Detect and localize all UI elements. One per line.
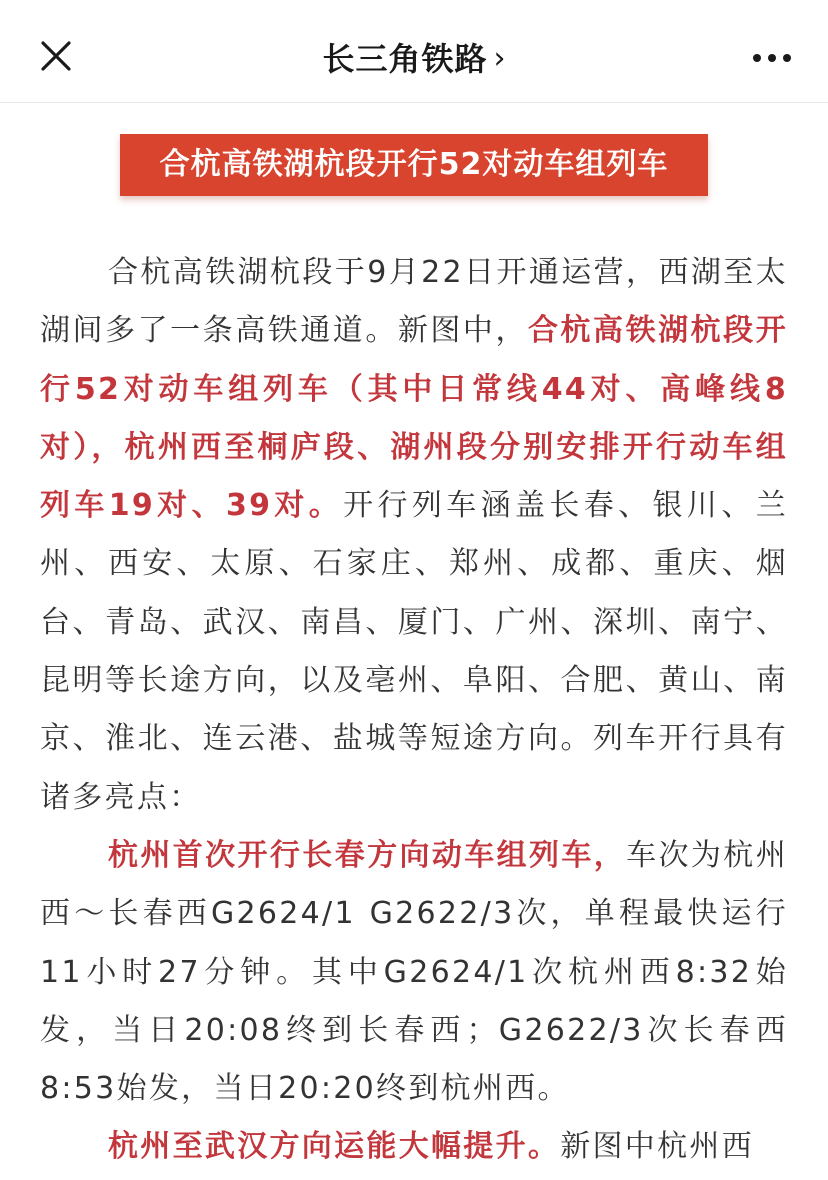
more-button[interactable] xyxy=(750,40,794,76)
paragraph-changchun xyxy=(40,827,788,1118)
paragraph-text: 合杭高铁湖杭段于9月22日开通运营，西湖至太湖间多了一条高铁通道。新图中， xyxy=(40,255,788,349)
paragraph-wuhan xyxy=(40,1118,788,1176)
highlighted-text: 杭州首次开行长春方向动车组列车， xyxy=(108,837,627,873)
more-dots-icon xyxy=(750,40,794,76)
chevron-right-icon[interactable]: › xyxy=(493,41,506,76)
headline-text: 合杭高铁湖杭段开行52对动车组列车 xyxy=(159,147,669,182)
headline-banner xyxy=(120,134,708,196)
account-title-area xyxy=(0,36,828,82)
paragraph-text: 新图中杭州西 xyxy=(560,1129,755,1165)
paragraph-intro xyxy=(40,244,788,827)
paragraph-text: 车次为杭州西～长春西G2624/1 G2622/3次，单程最快运行11小时27分钟。其中G2624/1次杭州西8:32始发，当日20:08终到长春西；G2622/3次长春西8:53始发，当日20:20终到杭州西。 xyxy=(40,837,788,1107)
top-navigation-bar xyxy=(0,0,828,103)
article-body xyxy=(40,244,788,1177)
highlighted-text: 合杭高铁湖杭段开行52对动车组列车（其中日常线44对、高峰线8对），杭州西至桐庐段、湖州段分别安排开行动车组列车19对、39对。 xyxy=(40,313,789,524)
account-title[interactable]: 长三角铁路 xyxy=(322,40,488,78)
highlighted-text: 杭州至武汉方向运能大幅提升。 xyxy=(108,1129,561,1165)
paragraph-text: 开行列车涵盖长春、银川、兰州、西安、太原、石家庄、郑州、成都、重庆、烟台、青岛、武汉、南昌、厦门、广州、深圳、南宁、昆明等长途方向，以及亳州、阜阳、合肥、黄山、南京、淮北、连云港、盐城等短途方向。列车开行具有诸多亮点： xyxy=(40,488,788,815)
